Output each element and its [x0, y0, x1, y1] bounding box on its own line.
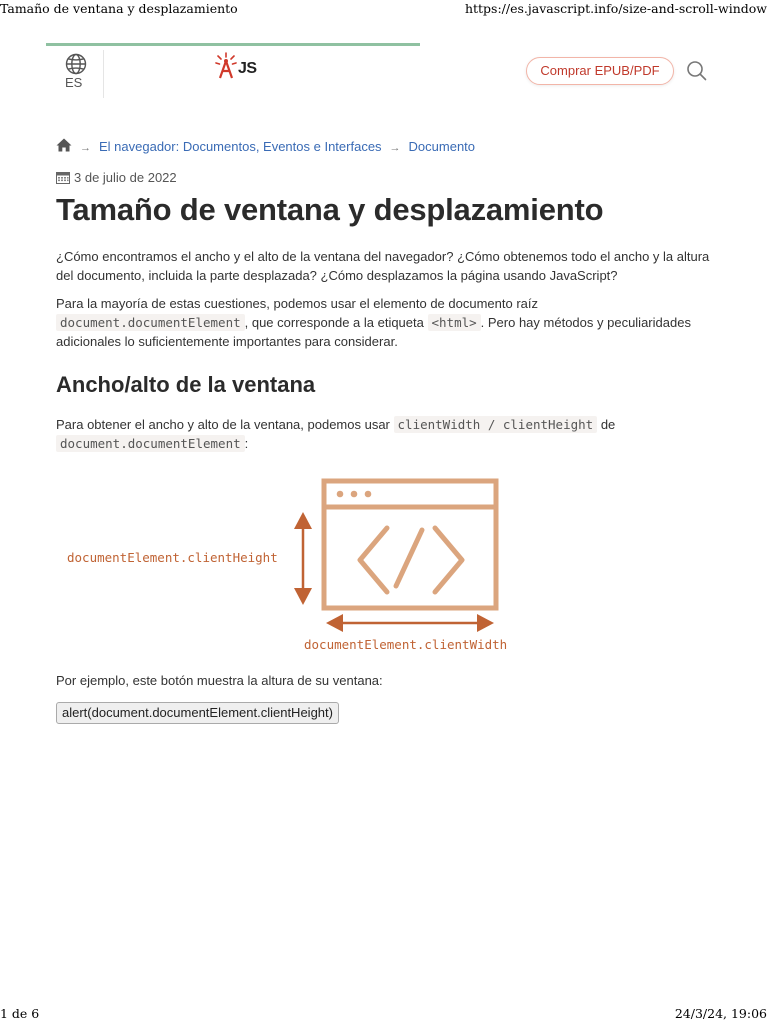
- publish-date: [56, 170, 177, 185]
- intro-paragraph: ¿Cómo encontramos el ancho y el alto de la ventana del navegador? ¿Cómo obtenemos todo el ancho y la altura del documento, incluida la parte desplazada? ¿Cómo desplazamos la página usando JavaScript?: [56, 249, 710, 283]
- breadcrumb-link-documento[interactable]: Documento: [408, 139, 476, 154]
- search-icon[interactable]: [686, 60, 708, 87]
- paragraph-text: , que corresponde a la etiqueta: [244, 315, 424, 330]
- client-height-label: documentElement.clientHeight: [67, 550, 278, 565]
- breadcrumb-arrow: →: [80, 141, 91, 154]
- print-footer: [0, 1006, 768, 1022]
- breadcrumb: [56, 138, 475, 155]
- height-arrow: [294, 512, 312, 605]
- paragraph-root-element: [56, 294, 716, 351]
- paragraph-text: :: [244, 436, 249, 451]
- buy-epub-pdf-button[interactable]: Comprar EPUB/PDF: [526, 57, 674, 85]
- logo-icon: [215, 52, 237, 85]
- date-text: 3 de julio de 2022: [74, 170, 177, 185]
- inline-code: document.documentElement: [56, 435, 245, 452]
- language-code: ES: [65, 75, 83, 90]
- paragraph-text: Para obtener el ancho y alto de la ventana, podemos usar: [56, 417, 390, 432]
- paragraph-text: Para la mayoría de estas cuestiones, podemos usar el elemento de documento raíz: [56, 296, 538, 311]
- print-url: https://es.javascript.info/size-and-scroll-window: [464, 1, 767, 16]
- inline-code: document.documentElement: [56, 314, 245, 331]
- browser-window-icon: [324, 481, 496, 608]
- paragraph-text: . Pero hay métodos y peculiaridades adicionales lo suficientemente importantes para considerar.: [56, 315, 691, 349]
- width-arrow: [326, 614, 494, 632]
- home-icon[interactable]: [56, 138, 72, 155]
- example-paragraph: Por ejemplo, este botón muestra la altura de su ventana:: [56, 673, 383, 688]
- alert-client-height-button[interactable]: alert(document.documentElement.clientHeight): [56, 702, 339, 724]
- logo-text: JS: [238, 59, 257, 77]
- print-header: [0, 1, 768, 17]
- breadcrumb-link-navegador[interactable]: El navegador: Documentos, Eventos e Interfaces: [99, 139, 382, 154]
- window-size-diagram: [60, 470, 540, 660]
- page-title: Tamaño de ventana y desplazamiento: [56, 192, 604, 227]
- paragraph-text: de: [600, 417, 616, 432]
- inline-code: <html>: [428, 314, 481, 331]
- print-title: Tamaño de ventana y desplazamiento: [0, 1, 238, 16]
- language-switcher[interactable]: [60, 50, 104, 98]
- calendar-icon: [56, 171, 70, 184]
- client-width-label: documentElement.clientWidth: [304, 637, 508, 652]
- breadcrumb-arrow: →: [389, 141, 401, 154]
- page-number: 1 de 6: [0, 1006, 40, 1021]
- section-heading: Ancho/alto de la ventana: [56, 372, 316, 397]
- paragraph-client-size: [56, 415, 716, 453]
- print-datetime: 24/3/24, 19:06: [674, 1006, 767, 1021]
- top-accent-line: [46, 43, 420, 46]
- site-logo[interactable]: [215, 52, 257, 85]
- inline-code: clientWidth / clientHeight: [394, 416, 598, 433]
